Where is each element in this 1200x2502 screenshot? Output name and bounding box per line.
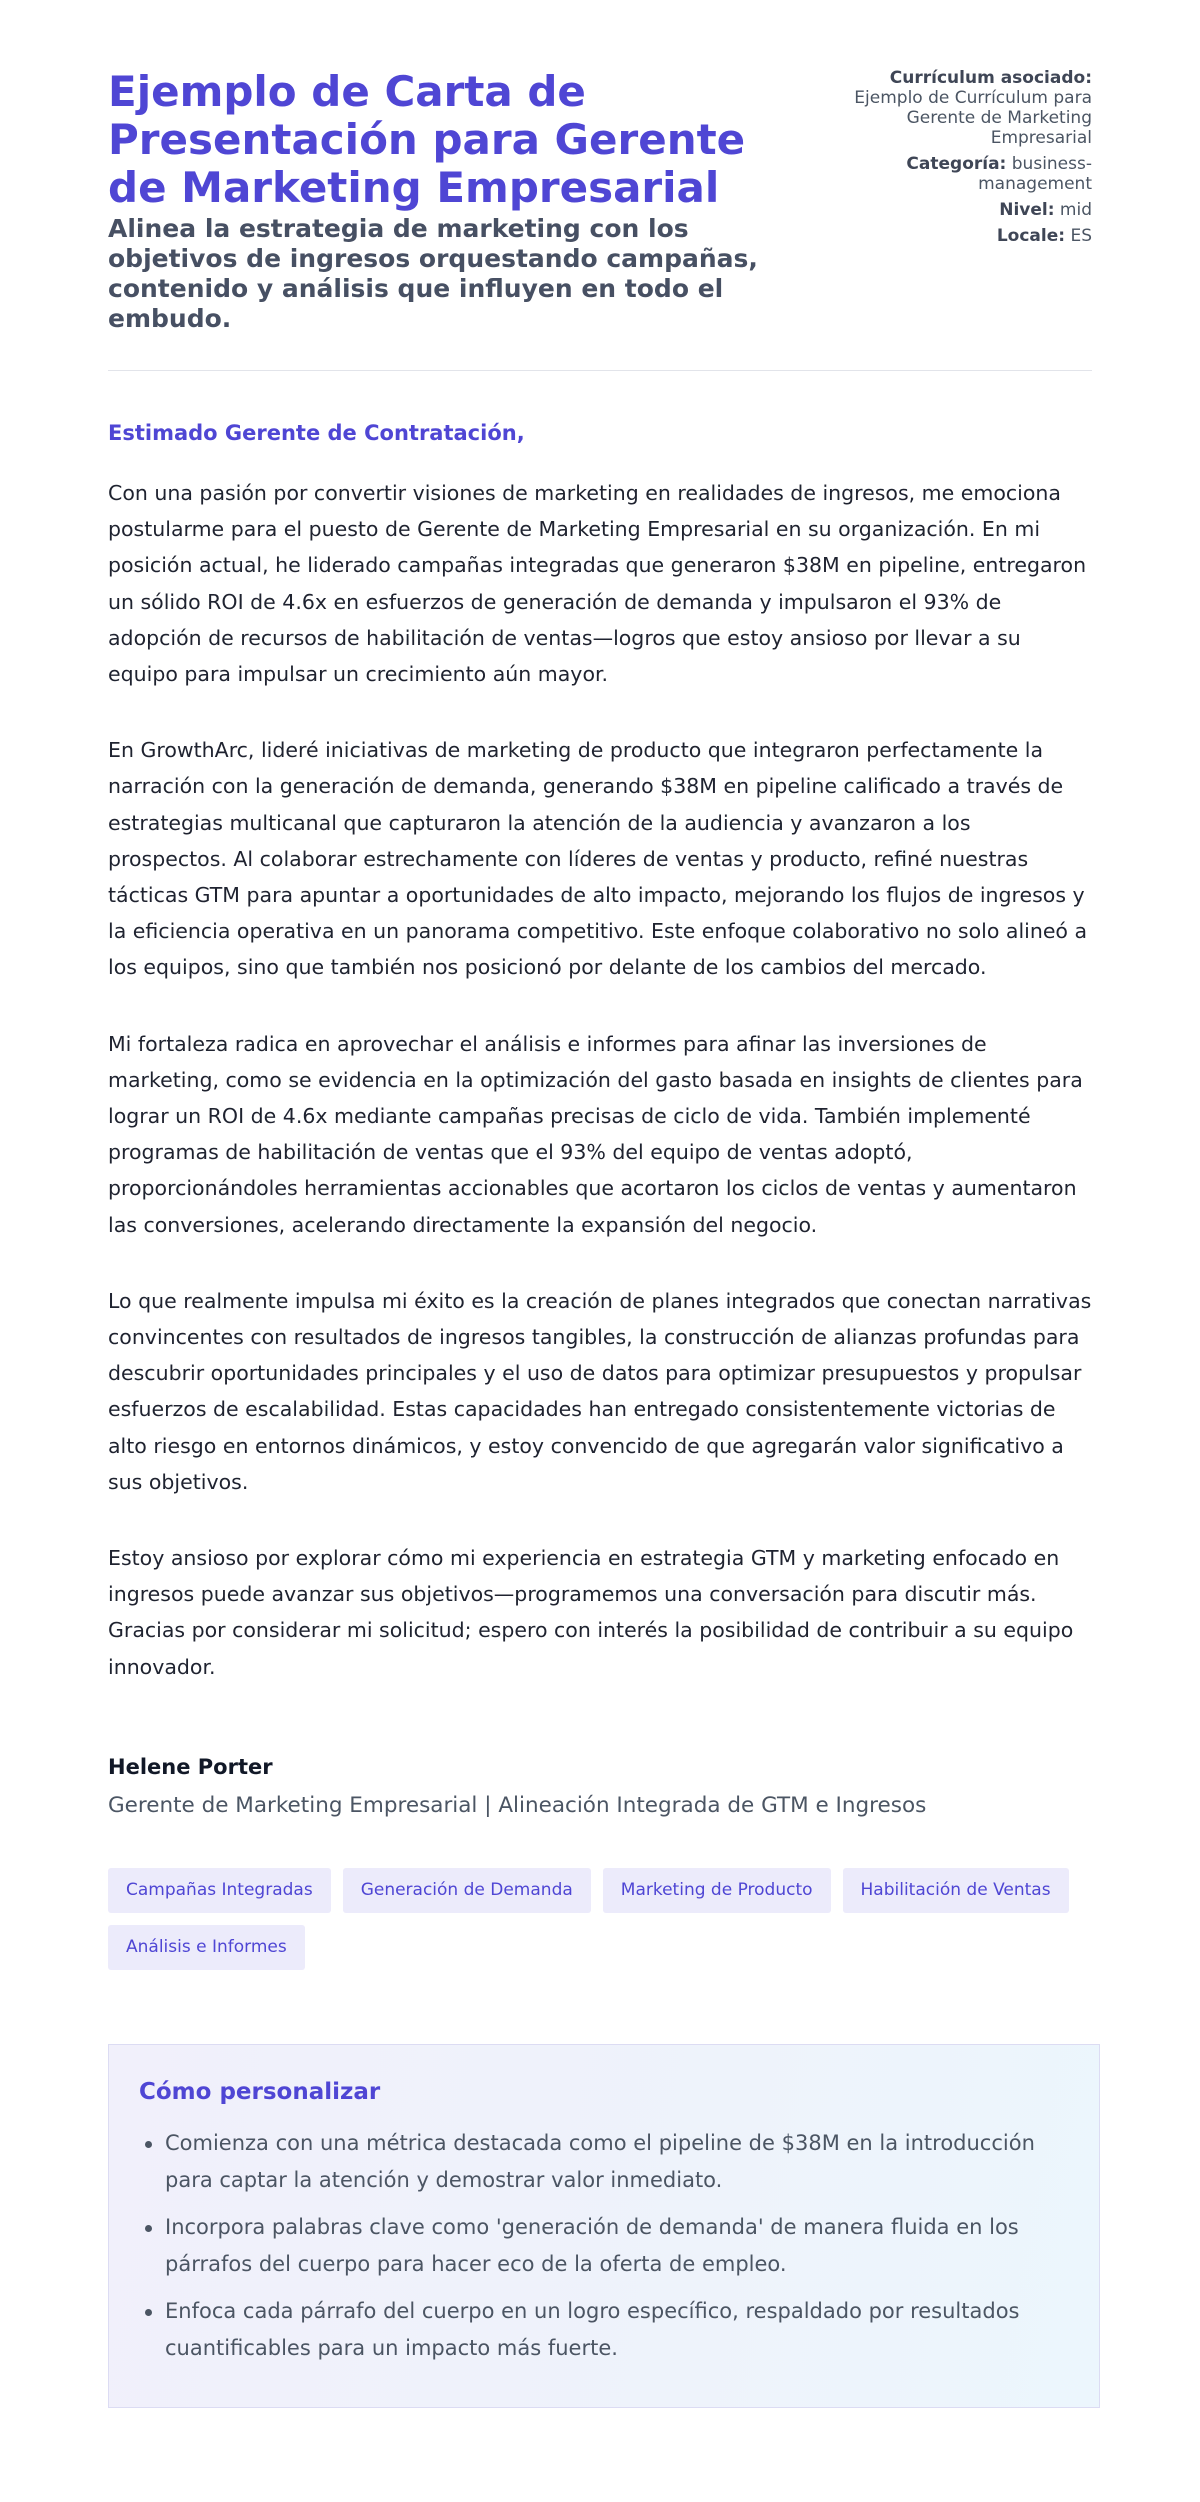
meta-resume-label: Currículum asociado: xyxy=(889,68,1092,88)
page-title: Ejemplo de Carta de Presentación para Gerente de Marketing Empresarial xyxy=(108,67,746,212)
meta-resume-value: Ejemplo de Currículum para Gerente de Marketing Empresarial xyxy=(854,88,1092,148)
header-divider xyxy=(108,370,1092,371)
tips-title: Cómo personalizar xyxy=(139,2078,381,2105)
signature-name: Helene Porter xyxy=(108,1754,273,1779)
meta-level-label: Nivel: xyxy=(999,200,1055,220)
tip-item: Comienza con una métrica destacada como el pipeline de $38M en la introducción para captar la atención y demostrar valor inmediato. xyxy=(165,2125,1069,2199)
letter-body xyxy=(108,421,1092,1685)
letter-paragraph: Con una pasión por convertir visiones de marketing en realidades de ingresos, me emociona postularme para el puesto de Gerente de Marketing Empresarial en su organización. En mi posición actual, he liderado campañas integradas que generaron $38M en pipeline, entregaron un sólido ROI de 4.6x en esfuerzos de generación de demanda y impulsaron el 93% de adopción de recursos de habilitación de ventas—logros que estoy ansioso por llevar a su equipo para impulsar un crecimiento aún mayor. xyxy=(108,481,1087,687)
tip-item: Enfoca cada párrafo del cuerpo en un logro específico, respaldado por resultados cuantificables para un impacto más fuerte. xyxy=(165,2293,1069,2367)
tip-item: Incorpora palabras clave como 'generación de demanda' de manera fluida en los párrafos del cuerpo para hacer eco de la oferta de empleo. xyxy=(165,2209,1069,2283)
skill-tag: Análisis e Informes xyxy=(108,1925,305,1970)
page-subtitle: Alinea la estrategia de marketing con los objetivos de ingresos orquestando campañas, contenido y análisis que influyen en todo el embudo. xyxy=(108,214,758,333)
page-header xyxy=(108,68,1092,334)
meta-category-value: business-management xyxy=(978,154,1092,194)
skill-tag: Habilitación de Ventas xyxy=(843,1868,1069,1913)
title-block xyxy=(108,68,788,334)
skill-tag: Marketing de Producto xyxy=(603,1868,831,1913)
letter-paragraph: En GrowthArc, lideré iniciativas de marketing de producto que integraron perfectamente la narración con la generación de demanda, generando $38M en pipeline calificado a través de estrategias multicanal que capturaron la atención de la audiencia y avanzaron a los prospectos. Al colaborar estrechamente con líderes de ventas y producto, refiné nuestras tácticas GTM para apuntar a oportunidades de alto impacto, mejorando los flujos de ingresos y la eficiencia operativa en un panorama competitivo. Este enfoque colaborativo no solo alineó a los equipos, sino que también nos posicionó por delante de los cambios del mercado. xyxy=(108,738,1088,980)
signature-block xyxy=(108,1755,1092,1818)
meta-level-value: mid xyxy=(1059,200,1092,220)
meta-resume xyxy=(822,68,1092,148)
customization-tips xyxy=(108,2044,1100,2408)
tips-list xyxy=(139,2125,1069,2367)
meta-level xyxy=(822,200,1092,220)
meta-locale-value: ES xyxy=(1070,226,1092,246)
letter-paragraph: Lo que realmente impulsa mi éxito es la creación de planes integrados que conectan narrativas convincentes con resultados de ingresos tangibles, la construcción de alianzas profundas para descubrir oportunidades principales y el uso de datos para optimizar presupuestos y propulsar esfuerzos de escalabilidad. Estas capacidades han entregado consistentemente victorias de alto riesgo en entornos dinámicos, y estoy convencido de que agregarán valor significativo a sus objetivos. xyxy=(108,1288,1092,1494)
meta-locale-label: Locale: xyxy=(996,226,1066,246)
skill-tags xyxy=(108,1868,1098,1970)
skill-tag: Generación de Demanda xyxy=(343,1868,591,1913)
metadata-panel xyxy=(822,68,1092,252)
meta-category xyxy=(822,154,1092,194)
letter-paragraph: Estoy ansioso por explorar cómo mi experiencia en estrategia GTM y marketing enfocado en ingresos puede avanzar sus objetivos—programemos una conversación para discutir más. Gracias por considerar mi solicitud; espero con interés la posibilidad de contribuir a su equipo innovador. xyxy=(108,1546,1074,1679)
signature-title: Gerente de Marketing Empresarial | Alineación Integrada de GTM e Ingresos xyxy=(108,1792,927,1818)
letter-paragraph: Mi fortaleza radica en aprovechar el análisis e informes para afinar las inversiones de marketing, como se evidencia en la optimización del gasto basada en insights de clientes para lograr un ROI de 4.6x mediante campañas precisas de ciclo de vida. También implementé programas de habilitación de ventas que el 93% del equipo de ventas adoptó, proporcionándoles herramientas accionables que acortaron los ciclos de ventas y aumentaron las conversiones, acelerando directamente la expansión del negocio. xyxy=(108,1031,1083,1237)
meta-category-label: Categoría: xyxy=(906,154,1007,174)
meta-locale xyxy=(822,226,1092,246)
skill-tag: Campañas Integradas xyxy=(108,1868,331,1913)
letter-greeting: Estimado Gerente de Contratación, xyxy=(108,421,525,445)
